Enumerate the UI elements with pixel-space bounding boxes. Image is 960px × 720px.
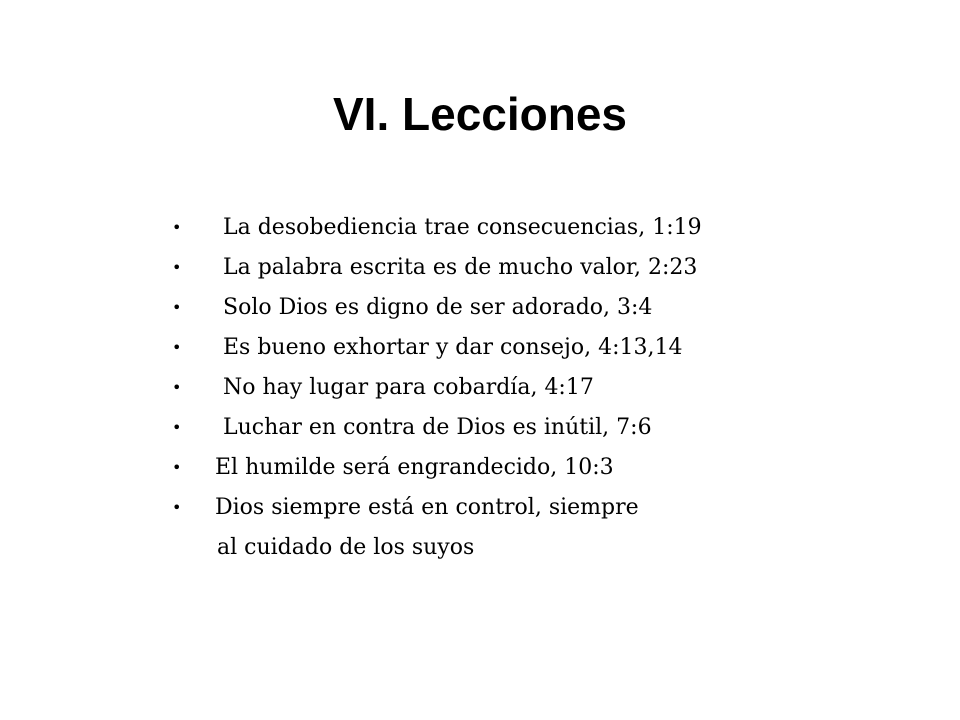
slide-title: VI. Lecciones	[332, 88, 627, 140]
lessons-list	[172, 208, 702, 568]
list-item	[172, 368, 702, 408]
list-item	[172, 248, 702, 288]
list-item-text: Es bueno exhortar y dar consejo, 4:13,14	[223, 335, 683, 360]
bullet-icon: •	[172, 418, 182, 437]
bullet-icon: •	[172, 458, 182, 477]
list-item	[172, 408, 702, 448]
list-item-text: La desobediencia trae consecuencias, 1:19	[223, 215, 702, 240]
bullet-icon: •	[172, 218, 182, 237]
bullet-icon: •	[172, 338, 182, 357]
list-item-text: Luchar en contra de Dios es inútil, 7:6	[223, 415, 652, 440]
list-item	[172, 488, 702, 568]
list-item-text: Solo Dios es digno de ser adorado, 3:4	[223, 295, 653, 320]
list-item-continuation: al cuidado de los suyos	[217, 535, 475, 560]
list-item	[172, 208, 702, 248]
list-item-text: La palabra escrita es de mucho valor, 2:23	[223, 255, 698, 280]
bullet-icon: •	[172, 378, 182, 397]
list-item	[172, 288, 702, 328]
list-item-text: No hay lugar para cobardía, 4:17	[223, 375, 594, 400]
list-item-text: Dios siempre está en control, siempre	[215, 495, 639, 520]
bullet-icon: •	[172, 298, 182, 317]
bullet-icon: •	[172, 258, 182, 277]
list-item-text: El humilde será engrandecido, 10:3	[215, 455, 614, 480]
list-item	[172, 448, 702, 488]
list-item	[172, 328, 702, 368]
bullet-icon: •	[172, 498, 182, 517]
